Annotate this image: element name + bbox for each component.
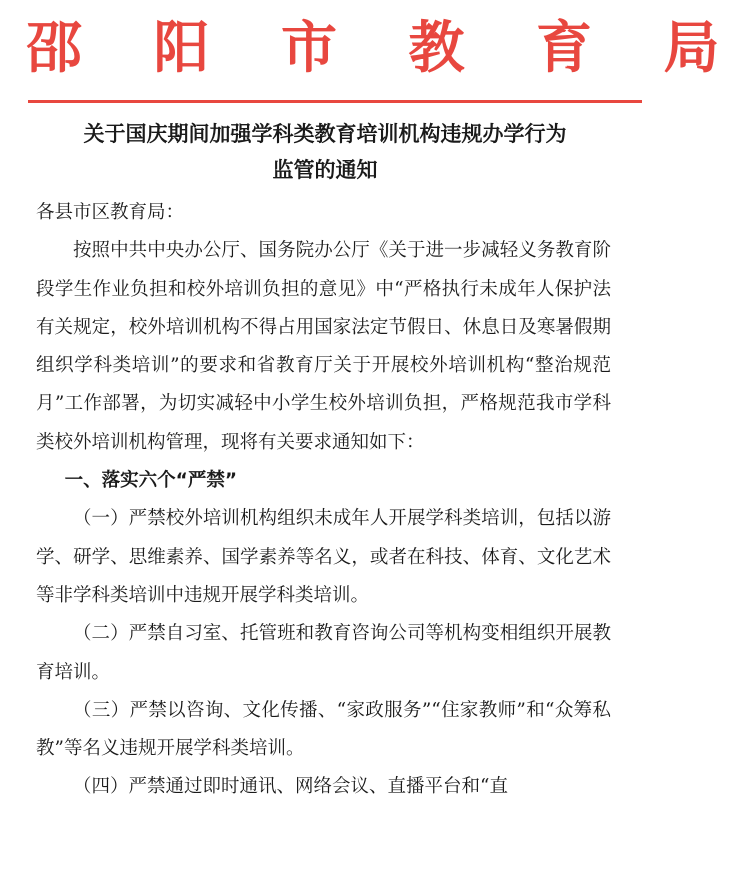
header-divider — [28, 100, 642, 103]
masthead-org-name: 邵 阳 市 教 育 局 — [26, 15, 745, 81]
salutation: 各县市区教育局： — [36, 202, 185, 223]
intro-paragraph: 按照中共中央办公厅、国务院办公厅《关于进一步减轻义务教育阶段学生作业负担和校外培训负担的意见》中“严格执行未成年人保护法有关规定，校外培训机构不得占用国家法定节假日、休息日及寒暑假期组织学科类培训”的要求和省教育厅关于开展校外培训机构“整治规范月”工作部署，为切实减轻中小学生校外培训负担，严格规范我市学科类校外培训机构管理，现将有关要求通知如下： — [36, 240, 611, 453]
document-body — [36, 194, 611, 807]
title-line-1: 关于国庆期间加强学科类教育培训机构违规办学行为 — [83, 122, 567, 146]
list-item: （四）严禁通过即时通讯、网络会议、直播平台和“直 — [73, 776, 508, 798]
section-heading: 一、落实六个“严禁” — [64, 470, 237, 492]
list-item: （一）严禁校外培训机构组织未成年人开展学科类培训，包括以游学、研学、思维素养、国学素养等名义，或者在科技、体育、文化艺术等非学科类培训中违规开展学科类培训。 — [36, 508, 611, 606]
list-item: （二）严禁自习室、托管班和教育咨询公司等机构变相组织开展教育培训。 — [36, 623, 611, 683]
document-title — [20, 116, 630, 188]
title-line-2: 监管的通知 — [272, 158, 378, 182]
list-item: （三）严禁以咨询、文化传播、“家政服务”“住家教师”和“众筹私教”等名义违规开展学科类培训。 — [36, 699, 611, 760]
